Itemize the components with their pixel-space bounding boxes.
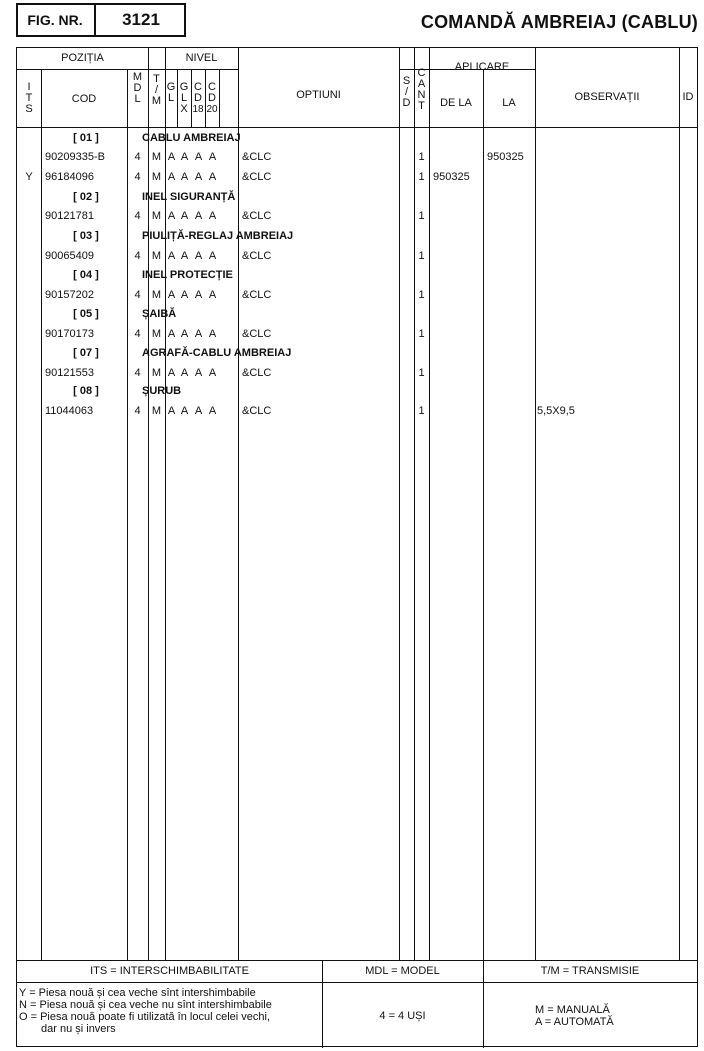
- part-tm: M: [151, 328, 162, 340]
- position-number: [ 03 ]: [73, 230, 99, 242]
- col-header-cod: COD: [71, 93, 97, 105]
- col-header-sd: S / D: [402, 75, 411, 109]
- part-glx: A: [180, 328, 189, 340]
- col-header-gl: G L: [166, 81, 176, 104]
- figure-number: 3121: [122, 10, 160, 29]
- part-tm: M: [151, 405, 162, 417]
- part-dela: 950325: [433, 171, 470, 183]
- part-cd20: A: [208, 367, 217, 379]
- part-mdl: 4: [134, 210, 141, 222]
- part-code: 90157202: [45, 289, 94, 301]
- legend-its-lines: [19, 987, 319, 1035]
- col-header-pozitia: POZIȚIA: [61, 52, 104, 64]
- part-cant: 1: [418, 250, 425, 262]
- part-glx: A: [180, 210, 189, 222]
- part-glx: A: [180, 289, 189, 301]
- legend-its-title: ITS = INTERSCHIMBABILITATE: [90, 965, 249, 977]
- part-its: Y: [25, 171, 33, 183]
- part-mdl: 4: [134, 289, 141, 301]
- part-tm: M: [151, 210, 162, 222]
- part-cd18: A: [194, 250, 203, 262]
- position-number: [ 04 ]: [73, 269, 99, 281]
- part-cant: 1: [418, 405, 425, 417]
- part-obs: 5,5X9,5: [537, 405, 575, 417]
- position-number: [ 05 ]: [73, 308, 99, 320]
- part-glx: A: [180, 171, 189, 183]
- part-tm: M: [151, 171, 162, 183]
- page-title: COMANDĂ AMBREIAJ (CABLU): [420, 12, 698, 32]
- part-gl: A: [167, 250, 176, 262]
- position-number: [ 08 ]: [73, 385, 99, 397]
- part-cd18: A: [194, 210, 203, 222]
- legend-tm-title: T/M = TRANSMISIE: [540, 965, 640, 977]
- part-cd18: A: [194, 328, 203, 340]
- part-code: 90121553: [45, 367, 94, 379]
- part-glx: A: [180, 405, 189, 417]
- part-tm: M: [151, 367, 162, 379]
- col-header-aplicare: APLICARE: [454, 61, 510, 73]
- part-code: 90065409: [45, 250, 94, 262]
- part-opt: &CLC: [242, 171, 272, 183]
- part-cant: 1: [418, 210, 425, 222]
- part-cd18: A: [194, 151, 203, 163]
- part-group-name: AGRAFĂ-CABLU AMBREIAJ: [142, 347, 292, 359]
- col-header-nivel: NIVEL: [185, 52, 218, 64]
- part-gl: A: [167, 367, 176, 379]
- part-code: 11044063: [45, 405, 94, 417]
- part-gl: A: [167, 151, 176, 163]
- part-code: 90209335-B: [45, 151, 105, 163]
- part-opt: &CLC: [242, 367, 272, 379]
- col-header-cant: C A N T: [417, 67, 426, 112]
- col-header-id: ID: [682, 91, 694, 103]
- position-number: [ 07 ]: [73, 347, 99, 359]
- part-gl: A: [167, 289, 176, 301]
- part-mdl: 4: [134, 328, 141, 340]
- part-cd18: A: [194, 171, 203, 183]
- part-group-name: INEL SIGURANȚĂ: [142, 191, 236, 203]
- col-header-mdl: M D L: [132, 71, 143, 105]
- part-cant: 1: [418, 367, 425, 379]
- part-mdl: 4: [134, 405, 141, 417]
- part-opt: &CLC: [242, 210, 272, 222]
- part-gl: A: [167, 171, 176, 183]
- col-header-observatii: OBSERVAȚII: [574, 91, 640, 103]
- part-cd20: A: [208, 289, 217, 301]
- col-header-cd18: C D 18: [192, 81, 204, 115]
- part-cant: 1: [418, 151, 425, 163]
- part-opt: &CLC: [242, 151, 272, 163]
- legend-tm-values: [535, 1004, 695, 1028]
- part-glx: A: [180, 367, 189, 379]
- part-cant: 1: [418, 289, 425, 301]
- part-tm: M: [151, 151, 162, 163]
- position-number: [ 02 ]: [73, 191, 99, 203]
- part-glx: A: [180, 151, 189, 163]
- col-header-glx: G L X: [179, 81, 189, 115]
- part-cd20: A: [208, 328, 217, 340]
- col-header-tm: T / M: [151, 73, 162, 107]
- parts-table: [16, 47, 698, 1047]
- part-mdl: 4: [134, 250, 141, 262]
- legend-tm-manual: M = MANUALĂ: [535, 1004, 610, 1016]
- part-cd18: A: [194, 367, 203, 379]
- col-header-dela: DE LA: [440, 97, 472, 109]
- legend-its-o: O = Piesa nouă poate fi utilizată în locul celei vechi,: [19, 1011, 271, 1023]
- legend-its-o-cont: dar nu și invers: [41, 1023, 116, 1035]
- part-mdl: 4: [134, 151, 141, 163]
- position-number: [ 01 ]: [73, 132, 99, 144]
- col-header-optiuni: OPTIUNI: [296, 89, 341, 101]
- legend-its-n: N = Piesa nouă și cea veche nu sînt intershimbabile: [19, 999, 272, 1011]
- part-glx: A: [180, 250, 189, 262]
- legend-its-y: Y = Piesa nouă și cea veche sînt intershimbabile: [19, 987, 256, 999]
- part-opt: &CLC: [242, 328, 272, 340]
- part-tm: M: [151, 289, 162, 301]
- part-cant: 1: [418, 328, 425, 340]
- part-code: 90121781: [45, 210, 94, 222]
- part-code: 90170173: [45, 328, 94, 340]
- part-cd20: A: [208, 210, 217, 222]
- part-cd20: A: [208, 405, 217, 417]
- part-opt: &CLC: [242, 405, 272, 417]
- legend-tm-auto: A = AUTOMATĂ: [535, 1016, 614, 1028]
- part-opt: &CLC: [242, 250, 272, 262]
- legend-mdl-title: MDL = MODEL: [365, 965, 440, 977]
- part-cd18: A: [194, 289, 203, 301]
- part-cd20: A: [208, 171, 217, 183]
- part-group-name: PIULIȚĂ-REGLAJ AMBREIAJ: [142, 230, 294, 242]
- legend-mdl-value: 4 = 4 UȘI: [379, 1010, 426, 1022]
- part-mdl: 4: [134, 171, 141, 183]
- part-cant: 1: [418, 171, 425, 183]
- figure-label: FIG. NR.: [16, 3, 96, 37]
- part-group-name: CABLU AMBREIAJ: [142, 132, 241, 144]
- col-header-its: I T S: [25, 81, 33, 115]
- part-cd18: A: [194, 405, 203, 417]
- part-cd20: A: [208, 151, 217, 163]
- part-group-name: ȘURUB: [142, 385, 182, 397]
- part-tm: M: [151, 250, 162, 262]
- part-cd20: A: [208, 250, 217, 262]
- col-header-cd20: C D 20: [206, 81, 218, 115]
- part-mdl: 4: [134, 367, 141, 379]
- part-group-name: INEL PROTECȚIE: [142, 269, 233, 281]
- part-code: 96184096: [45, 171, 94, 183]
- part-gl: A: [167, 210, 176, 222]
- part-gl: A: [167, 328, 176, 340]
- part-group-name: ȘAIBĂ: [142, 308, 177, 320]
- part-gl: A: [167, 405, 176, 417]
- part-la: 950325: [487, 151, 524, 163]
- part-opt: &CLC: [242, 289, 272, 301]
- col-header-la: LA: [502, 97, 516, 109]
